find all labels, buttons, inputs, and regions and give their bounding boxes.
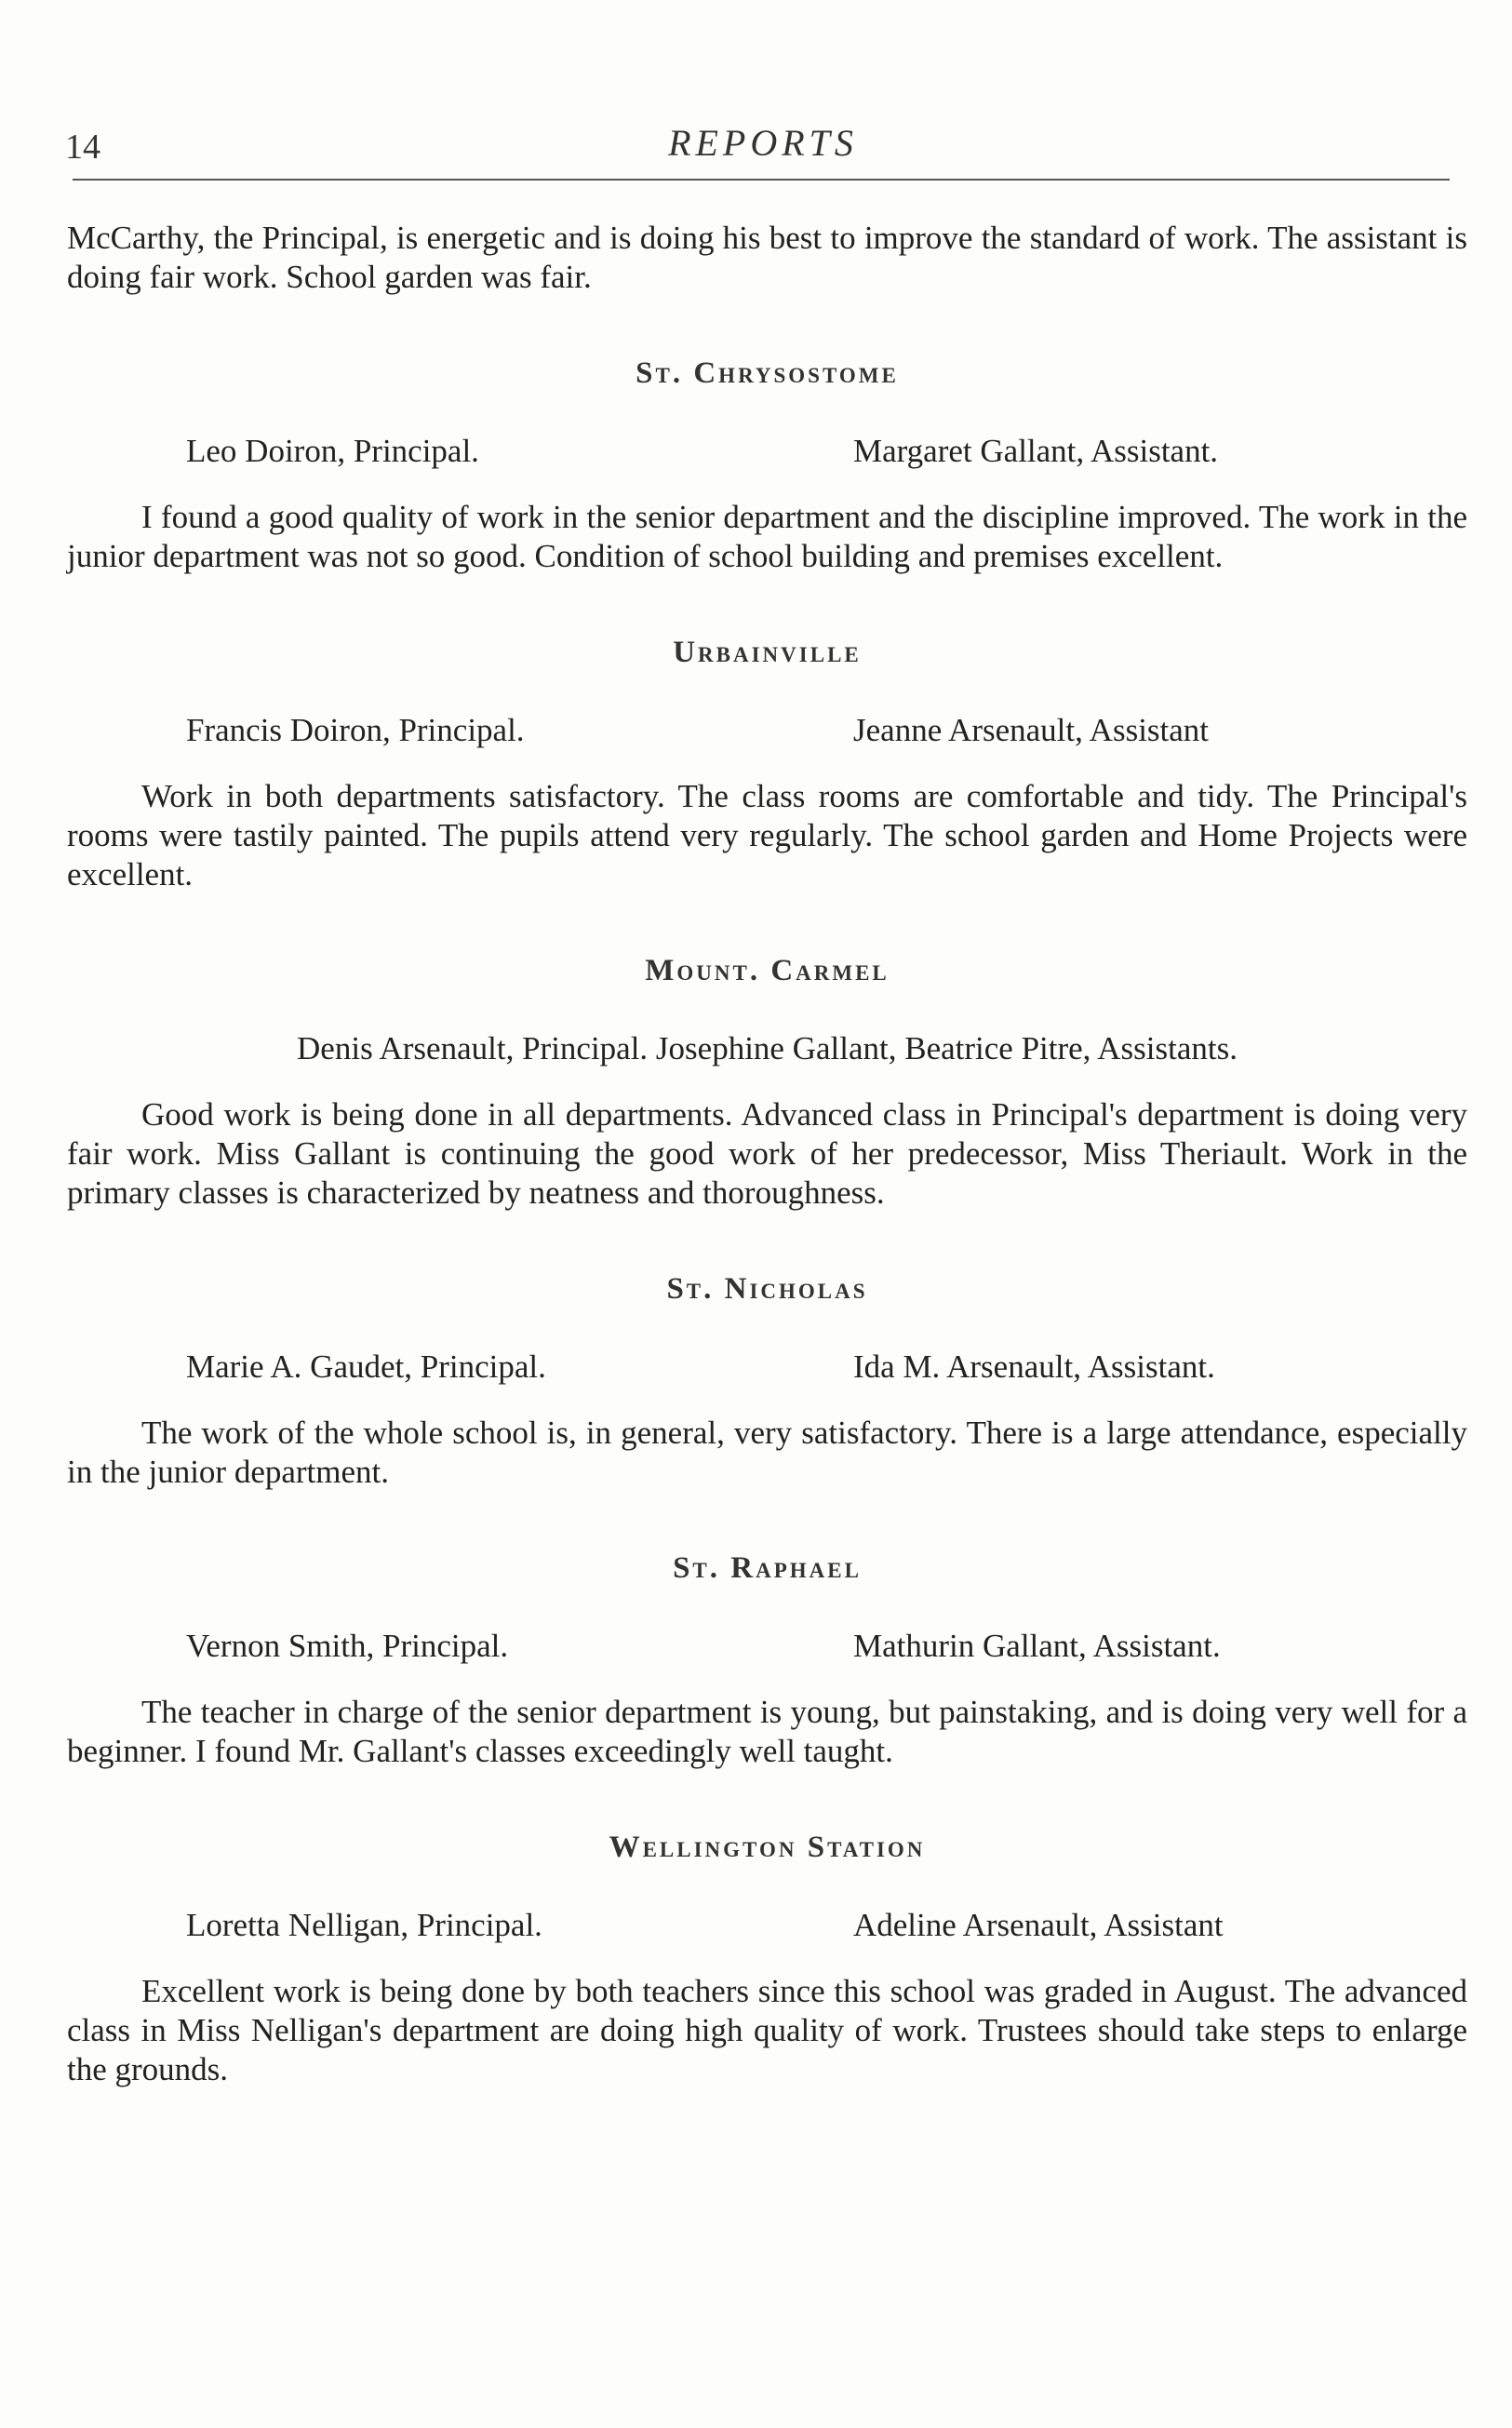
header-rule — [73, 179, 1450, 181]
running-header — [65, 121, 1461, 173]
school-section-st-chrysostome — [67, 355, 1467, 576]
assistant-name: Ida M. Arsenault, Assistant. — [853, 1348, 1215, 1385]
section-heading: St. Chrysostome — [636, 356, 899, 390]
principal-name: Leo Doiron, Principal. — [186, 433, 479, 469]
page-number: 14 — [65, 127, 100, 167]
staff-line — [67, 710, 1467, 751]
school-section-st-raphael — [67, 1549, 1467, 1771]
principal-name: Marie A. Gaudet, Principal. — [186, 1348, 546, 1385]
school-section-wellington-station — [67, 1829, 1467, 2089]
staff-line — [67, 1905, 1467, 1946]
assistant-name: Margaret Gallant, Assistant. — [853, 433, 1219, 469]
staff-line: Denis Arsenault, Principal. Josephine Gallant, Beatrice Pitre, Assistants. — [297, 1030, 1238, 1066]
principal-name: Francis Doiron, Principal. — [186, 712, 525, 748]
section-heading: Urbainville — [673, 636, 862, 669]
principal-name: Vernon Smith, Principal. — [186, 1628, 509, 1664]
school-section-urbainville — [67, 634, 1467, 894]
assistant-name: Jeanne Arsenault, Assistant — [853, 712, 1210, 748]
staff-line — [67, 1347, 1467, 1388]
principal-name: Loretta Nelligan, Principal. — [186, 1907, 542, 1943]
report-paragraph: I found a good quality of work in the senior department and the discipline improved. The work in the junior department was not so good. Condition of school building and premises excellent. — [67, 499, 1467, 574]
report-paragraph: The teacher in charge of the senior department is young, but painstaking, and is doing very well for a beginner. I found Mr. Gallant's classes exceedingly well taught. — [67, 1694, 1467, 1769]
school-section-mount-carmel — [67, 952, 1467, 1213]
section-heading: Wellington Station — [609, 1831, 926, 1864]
page-body — [67, 219, 1467, 2089]
section-heading: St. Nicholas — [666, 1272, 868, 1306]
report-paragraph: Work in both departments satisfactory. The class rooms are comfortable and tidy. The Principal's rooms were tastily painted. The pupils attend very regularly. The school garden and Home Projects were excellent. — [67, 778, 1467, 892]
assistant-name: Mathurin Gallant, Assistant. — [853, 1628, 1221, 1664]
assistant-name: Adeline Arsenault, Assistant — [853, 1907, 1224, 1943]
running-title: REPORTS — [668, 122, 858, 164]
staff-line — [67, 1626, 1467, 1667]
school-section-st-nicholas — [67, 1270, 1467, 1492]
continued-paragraph: McCarthy, the Principal, is energetic and is doing his best to improve the standard of work. The assistant is doing fair work. School garden was fair. — [67, 220, 1467, 295]
staff-line — [67, 431, 1467, 472]
report-paragraph: The work of the whole school is, in general, very satisfactory. There is a large attendance, especially in the junior department. — [67, 1415, 1467, 1490]
report-paragraph: Excellent work is being done by both teachers since this school was graded in August. The advanced class in Miss Nelligan's department are doing high quality of work. Trustees should take steps to enlarge the grounds. — [67, 1973, 1467, 2087]
section-heading: St. Raphael — [673, 1551, 862, 1585]
section-heading: Mount. Carmel — [645, 954, 890, 987]
report-paragraph: Good work is being done in all departments. Advanced class in Principal's department is doing very fair work. Miss Gallant is continuing the good work of her predecessor, Miss Theriault. Work in the primary classes is characterized by neatness and thoroughness. — [67, 1096, 1467, 1211]
